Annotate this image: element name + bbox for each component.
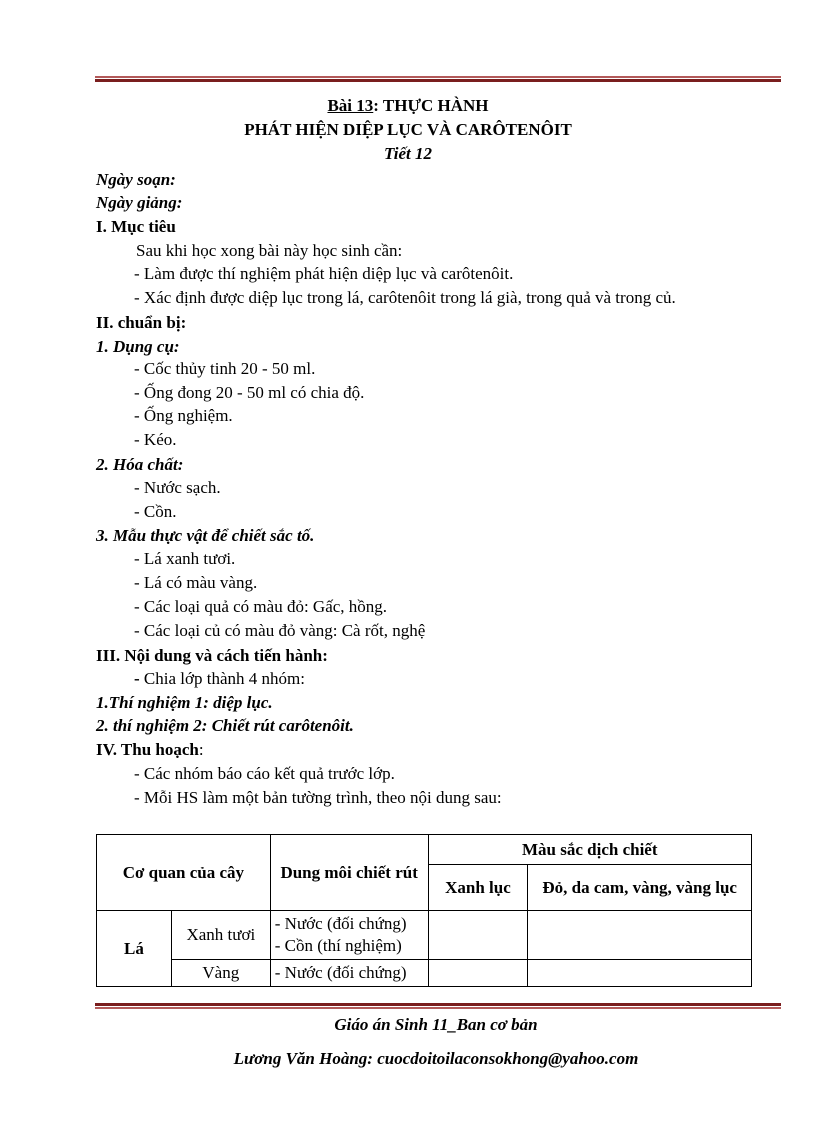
header-organ: Cơ quan của cây xyxy=(97,835,271,911)
date-taught: Ngày giảng: xyxy=(96,193,183,212)
section3-heading: III. Nội dung và cách tiến hành: xyxy=(96,646,328,665)
list-item: - Cồn. xyxy=(134,502,177,521)
date-prepared: Ngày soạn: xyxy=(96,170,176,189)
bottom-rule xyxy=(95,1003,781,1006)
list-item: - Ống đong 20 - 50 ml có chia độ. xyxy=(134,383,365,402)
header-red: Đỏ, da cam, vàng, vàng lục xyxy=(528,865,752,911)
row2-solvent: - Nước (đối chứng) xyxy=(270,960,428,987)
row1-type: Xanh tươi xyxy=(171,911,270,960)
row1-solvent-alcohol: - Cồn (thí nghiệm) xyxy=(274,936,402,955)
list-item: - Nước sạch. xyxy=(134,478,221,497)
section3-intro xyxy=(134,668,305,690)
header-solvent: Dung môi chiết rút xyxy=(270,835,428,911)
row2-green-cell xyxy=(428,960,528,987)
row1-red-cell xyxy=(528,911,752,960)
list-item: - Lá có màu vàng. xyxy=(134,573,258,592)
lesson-heading: : THỰC HÀNH xyxy=(373,96,489,115)
bottom-rule-thin xyxy=(95,1007,781,1009)
section4-colon: : xyxy=(198,740,204,759)
section3-intro-dash: - xyxy=(134,669,140,688)
section4-heading-line xyxy=(96,739,204,761)
list-item: - Lá xanh tươi. xyxy=(134,549,236,568)
top-rule xyxy=(95,79,781,82)
row-organ: Lá xyxy=(97,911,172,987)
lesson-period: Tiết 12 xyxy=(384,144,432,163)
experiment-2: 2. thí nghiệm 2: Chiết rút carôtenôit. xyxy=(96,716,354,735)
lesson-title xyxy=(0,96,816,116)
report-table xyxy=(96,834,752,987)
experiment-1: 1.Thí nghiệm 1: diệp lục. xyxy=(96,693,273,712)
list-item: - Các loại quả có màu đỏ: Gấc, hồng. xyxy=(134,597,388,616)
section2-heading: II. chuẩn bị: xyxy=(96,313,187,332)
row1-solvent xyxy=(270,911,428,960)
section4-line: - Mỗi HS làm một bản tường trình, theo nội dung sau: xyxy=(134,788,502,807)
section2-sub3-heading: 3. Mẫu thực vật để chiết sắc tố. xyxy=(96,526,315,545)
section2-sub1-heading: 1. Dụng cụ: xyxy=(96,337,180,356)
top-rule-thin xyxy=(95,76,781,78)
lesson-number: Bài 13 xyxy=(327,96,374,115)
table-row xyxy=(97,911,752,960)
section4-line: - Các nhóm báo cáo kết quả trước lớp. xyxy=(134,764,395,783)
section3-intro-text: Chia lớp thành 4 nhóm: xyxy=(139,669,305,688)
header-color: Màu sắc dịch chiết xyxy=(428,835,751,865)
section4-heading: IV. Thu hoạch xyxy=(96,740,199,759)
list-item: - Cốc thủy tinh 20 - 50 ml. xyxy=(134,359,316,378)
row2-red-cell xyxy=(528,960,752,987)
section1-heading: I. Mục tiêu xyxy=(96,217,176,236)
section1-line: - Xác định được diệp lục trong lá, carôtenôit trong lá già, trong quả và trong củ. xyxy=(134,288,676,307)
list-item: - Ống nghiệm. xyxy=(134,406,233,425)
footer-course: Giáo án Sinh 11_Ban cơ bản xyxy=(334,1015,538,1034)
row1-solvent-water: - Nước (đối chứng) xyxy=(274,914,407,933)
header-green: Xanh lục xyxy=(428,865,528,911)
section1-line: - Làm được thí nghiệm phát hiện diệp lục và carôtenôit. xyxy=(134,264,514,283)
list-item: - Các loại củ có màu đỏ vàng: Cà rốt, nghệ xyxy=(134,621,426,640)
row1-green-cell xyxy=(428,911,528,960)
footer-author: Lương Văn Hoàng: cuocdoitoilaconsokhong@yahoo.com xyxy=(233,1049,639,1068)
lesson-subtitle: PHÁT HIỆN DIỆP LỤC VÀ CARÔTENÔIT xyxy=(244,120,572,139)
row2-type: Vàng xyxy=(171,960,270,987)
list-item: - Kéo. xyxy=(134,430,177,449)
table-row xyxy=(97,960,752,987)
section2-sub2-heading: 2. Hóa chất: xyxy=(96,455,184,474)
section1-line: Sau khi học xong bài này học sinh cần: xyxy=(136,241,403,260)
